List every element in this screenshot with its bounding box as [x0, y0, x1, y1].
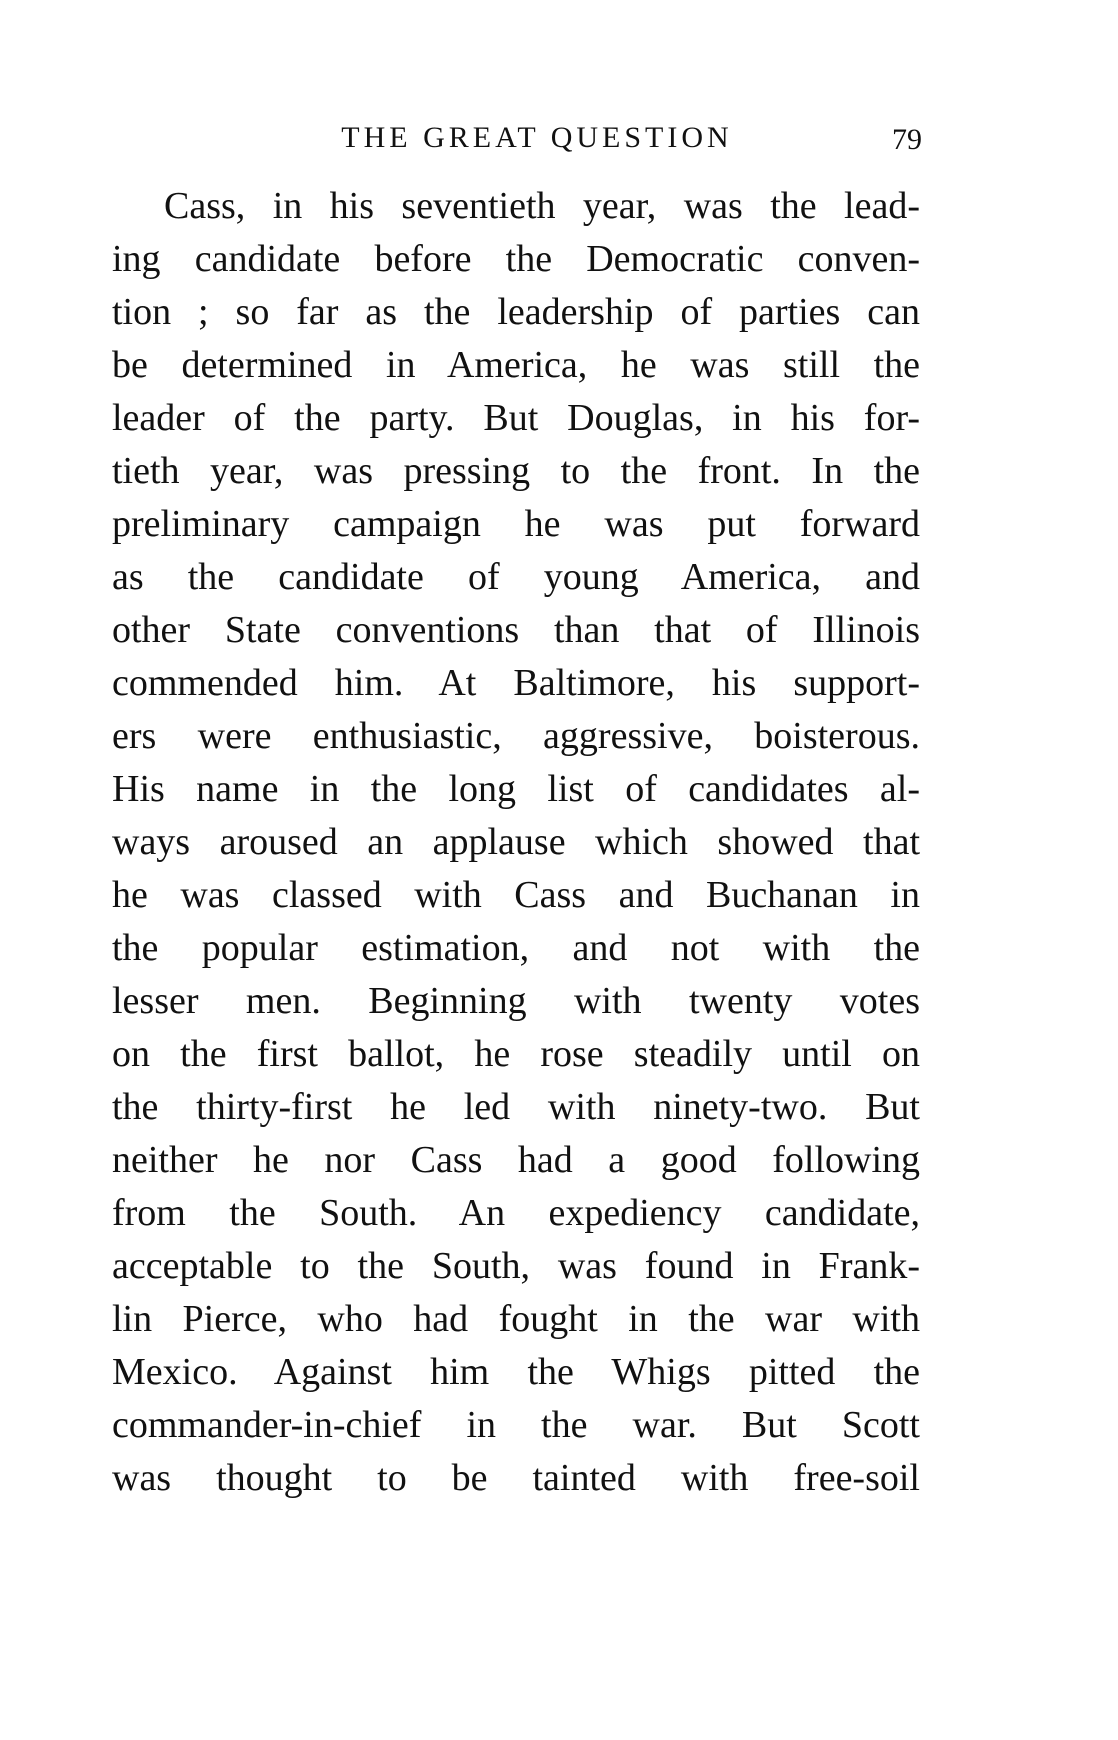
- text-line: neither he nor Cass had a good following: [112, 1139, 920, 1181]
- text-line: as the candidate of young America, and: [112, 556, 920, 598]
- text-line: leader of the party. But Douglas, in his for-: [112, 397, 920, 439]
- text-line: Cass, in his seventieth year, was the lead-: [164, 185, 920, 227]
- text-line: was thought to be tainted with free-soil: [112, 1457, 920, 1499]
- text-line: commended him. At Baltimore, his support-: [112, 662, 920, 704]
- page-number: 79: [892, 123, 922, 156]
- text-line: lesser men. Beginning with twenty votes: [112, 980, 920, 1022]
- text-line: ways aroused an applause which showed that: [112, 821, 920, 863]
- text-line: the popular estimation, and not with the: [112, 927, 920, 969]
- text-line: preliminary campaign he was put forward: [112, 503, 920, 545]
- text-line: lin Pierce, who had fought in the war with: [112, 1298, 920, 1340]
- text-line: His name in the long list of candidates al-: [112, 768, 920, 810]
- text-line: the thirty-first he led with ninety-two. But: [112, 1086, 920, 1128]
- body-text: [112, 180, 920, 1505]
- text-line: ers were enthusiastic, aggressive, boisterous.: [112, 715, 920, 757]
- running-title: THE GREAT QUESTION: [341, 121, 733, 154]
- text-line: ing candidate before the Democratic conven-: [112, 238, 920, 280]
- text-line: from the South. An expediency candidate,: [112, 1192, 920, 1234]
- text-line: he was classed with Cass and Buchanan in: [112, 874, 920, 916]
- text-line: on the first ballot, he rose steadily until on: [112, 1033, 920, 1075]
- text-line: tion ; so far as the leadership of parties can: [112, 291, 920, 333]
- text-line: tieth year, was pressing to the front. In the: [112, 450, 920, 492]
- text-line: other State conventions than that of Illinois: [112, 609, 920, 651]
- text-line: commander-in-chief in the war. But Scott: [112, 1404, 920, 1446]
- text-line: be determined in America, he was still the: [112, 344, 920, 386]
- text-line: Mexico. Against him the Whigs pitted the: [112, 1351, 920, 1393]
- text-line: acceptable to the South, was found in Frank-: [112, 1245, 920, 1287]
- running-head: [112, 118, 922, 158]
